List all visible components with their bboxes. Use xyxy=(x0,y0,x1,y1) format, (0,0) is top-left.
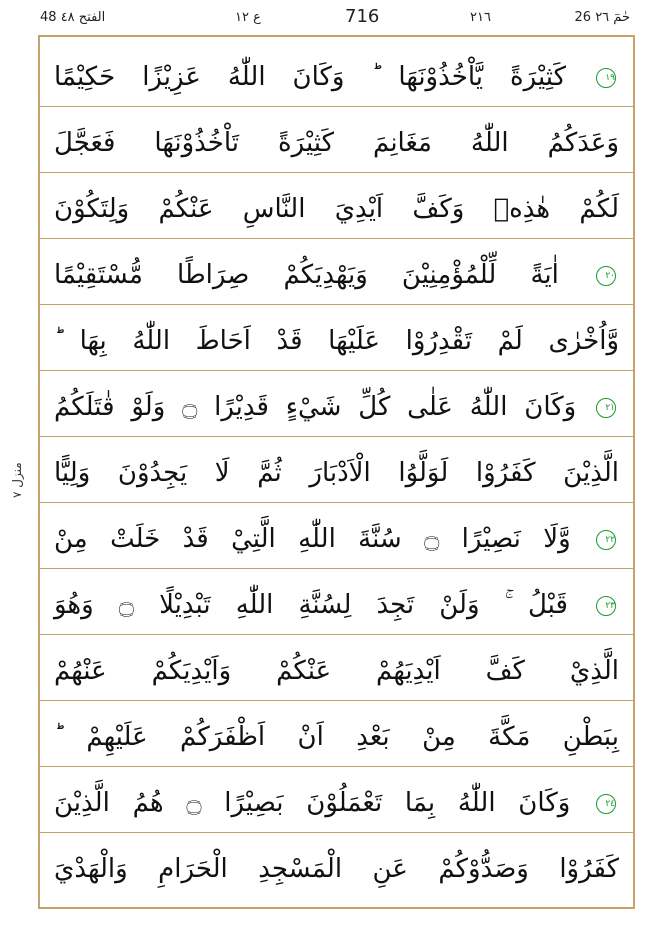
ruku-marker: ع ١٢ xyxy=(235,10,261,25)
verse-line-10 xyxy=(40,641,633,701)
line-text: وَكَانَ اللّٰهُ عَلٰى كُلِّ شَيْءٍ قَدِيْرًا ۝ وَلَوْ قٰتَلَكُمُ xyxy=(54,392,577,422)
verse-line-9 xyxy=(40,575,633,635)
quran-page-frame xyxy=(38,35,635,909)
verse-line-2 xyxy=(40,113,633,173)
line-text: كَثِيْرَةً يَّاْخُذُوْنَهَا ؕ وَكَانَ اللّٰهُ عَزِيْزًا حَكِيْمًا xyxy=(54,62,567,92)
verse-line-5 xyxy=(40,311,633,371)
verse-line-1 xyxy=(40,47,633,107)
ayah-marker-icon: ١٩ xyxy=(596,68,616,88)
verse-line-12 xyxy=(40,773,633,833)
line-text: اٰيَةً لِّلْمُؤْمِنِيْنَ وَيَهْدِيَكُمْ صِرَاطًا مُّسْتَقِيْمًا xyxy=(54,260,559,290)
line-text: الَّذِيْ كَفَّ اَيْدِيَهُمْ عَنْكُمْ وَاَيْدِيَكُمْ عَنْهُمْ xyxy=(54,656,619,686)
juz-name: 26 حٰمٓ ٢٦ xyxy=(574,10,630,25)
verse-line-4 xyxy=(40,245,633,305)
verse-line-11 xyxy=(40,707,633,767)
ayah-marker-icon: ٢١ xyxy=(596,398,616,418)
manzil-label: منزل ٧ xyxy=(10,462,24,498)
page-number: 716 xyxy=(345,6,380,27)
verse-line-6 xyxy=(40,377,633,437)
verse-line-8 xyxy=(40,509,633,569)
line-text: وَّاُخْرٰى لَمْ تَقْدِرُوْا عَلَيْهَا قَدْ اَحَاطَ اللّٰهُ بِهَا ؕ xyxy=(54,326,619,356)
ayah-marker-icon: ٢٢ xyxy=(596,530,616,550)
line-text: لَكُمْ هٰذِهٖ وَكَفَّ اَيْدِيَ النَّاسِ عَنْكُمْ وَلِتَكُوْنَ xyxy=(54,194,619,224)
ayah-marker-icon: ٢٠ xyxy=(596,266,616,286)
ayah-marker-icon: ٢٣ xyxy=(596,596,616,616)
ruku-number: ٢١٦ xyxy=(470,10,491,25)
page-header xyxy=(40,6,630,32)
verse-line-13 xyxy=(40,839,633,899)
line-text: بِبَطْنِ مَكَّةَ مِنْ بَعْدِ اَنْ اَظْفَرَكُمْ عَلَيْهِمْ ؕ xyxy=(54,722,619,752)
line-text: كَفَرُوْا وَصَدُّوْكُمْ عَنِ الْمَسْجِدِ الْحَرَامِ وَالْهَدْيَ xyxy=(54,854,619,884)
verse-line-7 xyxy=(40,443,633,503)
ayah-marker-icon: ٢٤ xyxy=(596,794,616,814)
line-text: وَعَدَكُمُ اللّٰهُ مَغَانِمَ كَثِيْرَةً تَاْخُذُوْنَهَا فَعَجَّلَ xyxy=(54,128,619,158)
line-text: قَبْلُ ۚ وَلَنْ تَجِدَ لِسُنَّةِ اللّٰهِ تَبْدِيْلًا ۝ وَهُوَ xyxy=(54,590,568,620)
line-text: وَكَانَ اللّٰهُ بِمَا تَعْمَلُوْنَ بَصِيْرًا ۝ هُمُ الَّذِيْنَ xyxy=(54,788,571,818)
line-text: وَّلَا نَصِيْرًا ۝ سُنَّةَ اللّٰهِ الَّتِيْ قَدْ خَلَتْ مِنْ xyxy=(54,524,571,554)
verse-line-3 xyxy=(40,179,633,239)
line-text: الَّذِيْنَ كَفَرُوْا لَوَلَّوُا الْاَدْبَارَ ثُمَّ لَا يَجِدُوْنَ وَلِيًّا xyxy=(54,458,619,488)
surah-name: 48 الفتح ٤٨ xyxy=(40,10,106,25)
